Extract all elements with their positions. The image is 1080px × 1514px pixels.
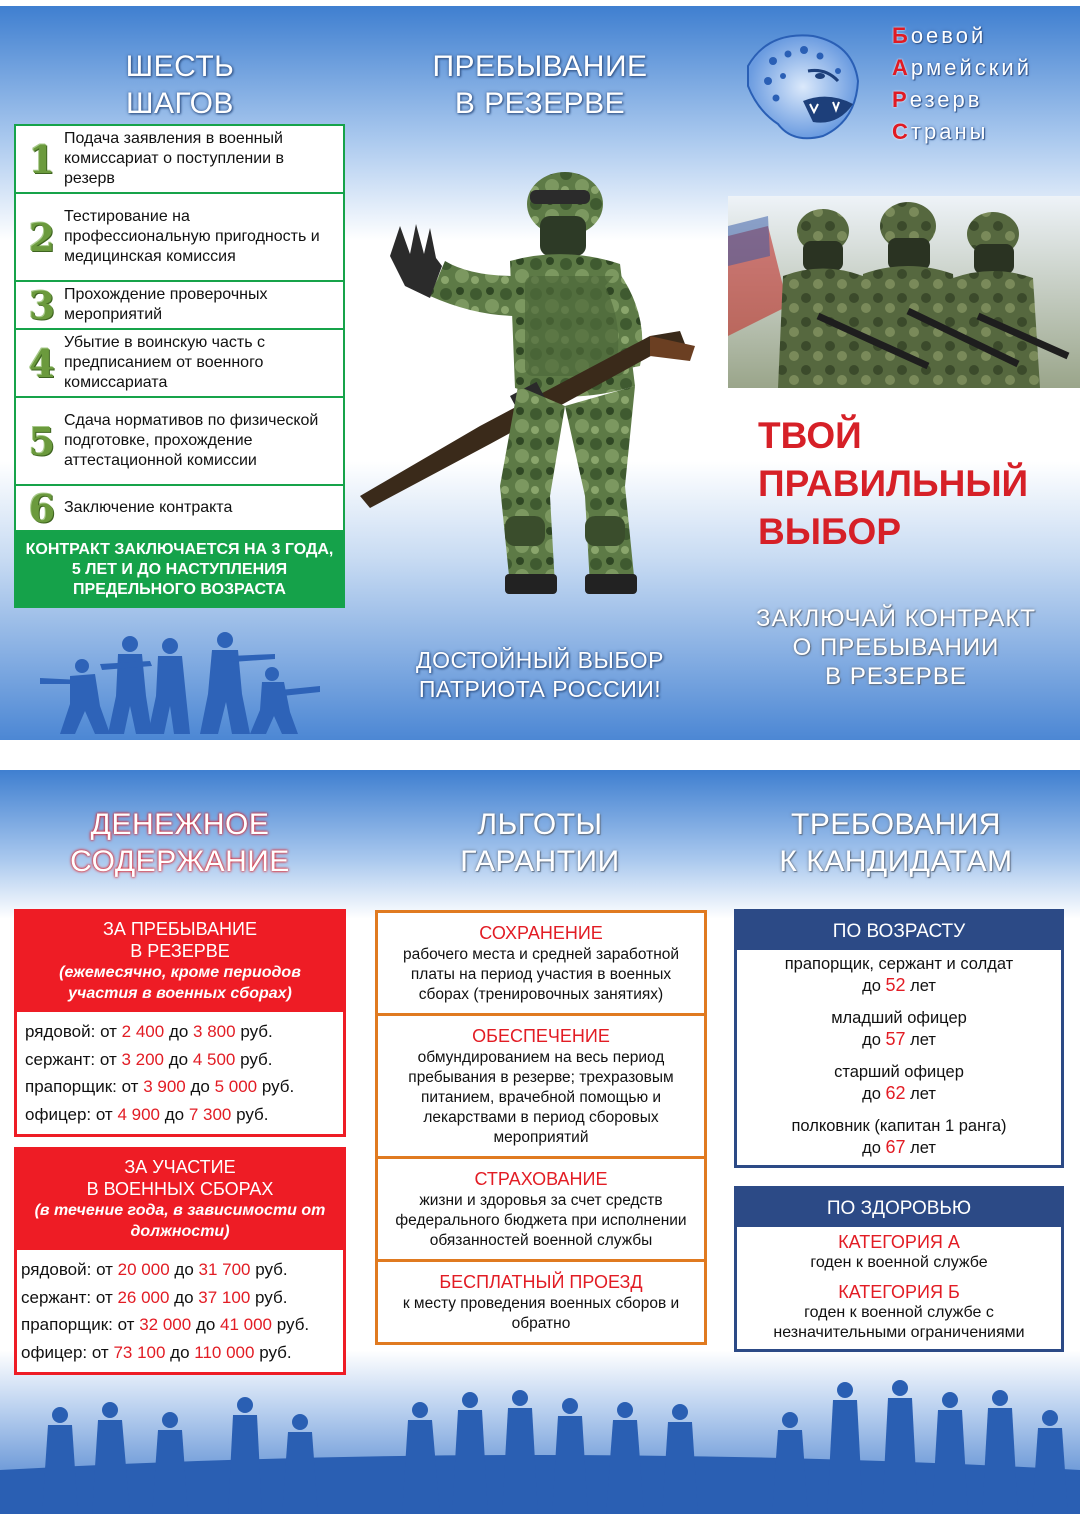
step-number: 6 — [28, 485, 56, 531]
step-item — [16, 330, 343, 398]
right-choice-slogan: ТВОЙ ПРАВИЛЬНЫЙ ВЫБОР — [758, 415, 1029, 552]
center-title: ПРЕБЫВАНИЕ В РЕЗЕРВЕ — [432, 50, 648, 120]
step-item — [16, 194, 343, 282]
benefit-item: БЕСПЛАТНЫЙ ПРОЕЗД к месту проведения военных сборов и обратно — [402, 1272, 680, 1332]
leopard-logo-icon — [738, 26, 863, 144]
step-item — [16, 126, 343, 194]
step-item — [16, 282, 343, 330]
front-panel — [0, 6, 1080, 740]
step-text: Подача заявления в военный комиссариат о поступлении в резерв — [64, 130, 285, 187]
money-training-head: ЗА УЧАСТИЕ В ВОЕННЫХ СБОРАХ (в течение года, в зависимости от должности) — [17, 1150, 343, 1250]
age-item: старший офицер до 62 лет — [834, 1063, 964, 1103]
soldier-illustration — [350, 166, 710, 596]
soldier-silhouettes-icon — [40, 626, 340, 738]
age-item: полковник (капитан 1 ранга) до 67 лет — [791, 1117, 1007, 1157]
money-reserve-head: ЗА ПРЕБЫВАНИЕ В РЕЗЕРВЕ (ежемесячно, кроме периодов участия в военных сборах) — [17, 912, 343, 1012]
health-item: КАТЕГОРИЯ А годен к военной службе — [810, 1232, 988, 1271]
benefits-title: ЛЬГОТЫ ГАРАНТИИ — [460, 808, 620, 878]
money-reserve-box — [14, 909, 346, 1137]
benefit-item: СТРАХОВАНИЕ жизни и здоровья за счет средств федерального бюджета при исполнении обязанностей военной службы — [378, 1159, 704, 1262]
benefit-item: СОХРАНЕНИЕ рабочего места и средней заработной платы на период участия в военных сборах (тренировочных занятиях) — [378, 913, 704, 1016]
pay-row: сержант: от 26 000 до 37 100 руб. — [21, 1287, 288, 1307]
age-requirements-box — [734, 909, 1064, 1168]
pay-row: сержант: от 3 200 до 4 500 руб. — [25, 1049, 273, 1069]
age-requirements-head: ПО ВОЗРАСТУ — [737, 912, 1061, 950]
step-number: 5 — [28, 418, 56, 464]
benefits-box — [375, 910, 707, 1345]
step-item — [16, 486, 343, 532]
step-number: 2 — [28, 214, 56, 260]
age-item: прапорщик, сержант и солдат до 52 лет — [784, 955, 1014, 995]
contract-term-note: КОНТРАКТ ЗАКЛЮЧАЕТСЯ НА 3 ГОДА, 5 ЛЕТ И ДО НАСТУПЛЕНИЯ ПРЕДЕЛЬНОГО ВОЗРАСТА — [16, 532, 343, 606]
pay-row: офицер: от 73 100 до 110 000 руб. — [21, 1342, 292, 1362]
money-title: ДЕНЕЖНОЕ СОДЕРЖАНИЕ — [70, 808, 290, 878]
step-number: 4 — [28, 340, 56, 386]
step-text: Прохождение проверочных мероприятий — [64, 286, 268, 323]
age-item: младший офицер до 57 лет — [831, 1009, 967, 1049]
money-training-box — [14, 1147, 346, 1375]
step-text: Заключение контракта — [64, 499, 233, 516]
patriot-slogan: ДОСТОЙНЫЙ ВЫБОР ПАТРИОТА РОССИИ! — [416, 647, 664, 702]
step-number: 3 — [28, 282, 56, 328]
logo-text: Боевой Армейский Резерв Страны — [892, 23, 1032, 144]
step-text: Сдача нормативов по физической подготовке, прохождение аттестационной комиссии — [64, 412, 319, 469]
step-item — [16, 398, 343, 486]
steps-title: ШЕСТЬ ШАГОВ — [125, 50, 235, 120]
step-number: 1 — [28, 136, 56, 182]
pay-row: прапорщик: от 32 000 до 41 000 руб. — [21, 1315, 310, 1334]
health-requirements-box — [734, 1186, 1064, 1352]
back-panel — [0, 770, 1080, 1514]
health-item: КАТЕГОРИЯ Б годен к военной службе с незначительными ограничениями — [773, 1282, 1025, 1341]
pay-row: рядовой: от 2 400 до 3 800 руб. — [25, 1022, 273, 1041]
requirements-title: ТРЕБОВАНИЯ К КАНДИДАТАМ — [779, 808, 1013, 878]
pay-row: офицер: от 4 900 до 7 300 руб. — [25, 1104, 269, 1124]
contract-call: ЗАКЛЮЧАЙ КОНТРАКТ О ПРЕБЫВАНИИ В РЕЗЕРВЕ — [755, 605, 1037, 690]
steps-list — [14, 124, 345, 608]
health-requirements-head: ПО ЗДОРОВЬЮ — [737, 1189, 1061, 1227]
pay-row: рядовой: от 20 000 до 31 700 руб. — [21, 1260, 288, 1279]
soldiers-group-photo — [728, 196, 1080, 388]
benefit-item: ОБЕСПЕЧЕНИЕ обмундированием на весь период пребывания в резерве; трехразовым питанием, врачебной помощью и лекарствами в период сборовых мероприятий — [378, 1016, 704, 1159]
step-text: Убытие в воинскую часть с предписанием от военного комиссариата — [64, 334, 265, 391]
step-text: Тестирование на профессиональную пригодность и медицинская комиссия — [64, 208, 320, 265]
soldier-silhouettes-row-icon — [0, 1370, 1080, 1514]
pay-row: прапорщик: от 3 900 до 5 000 руб. — [25, 1077, 295, 1096]
